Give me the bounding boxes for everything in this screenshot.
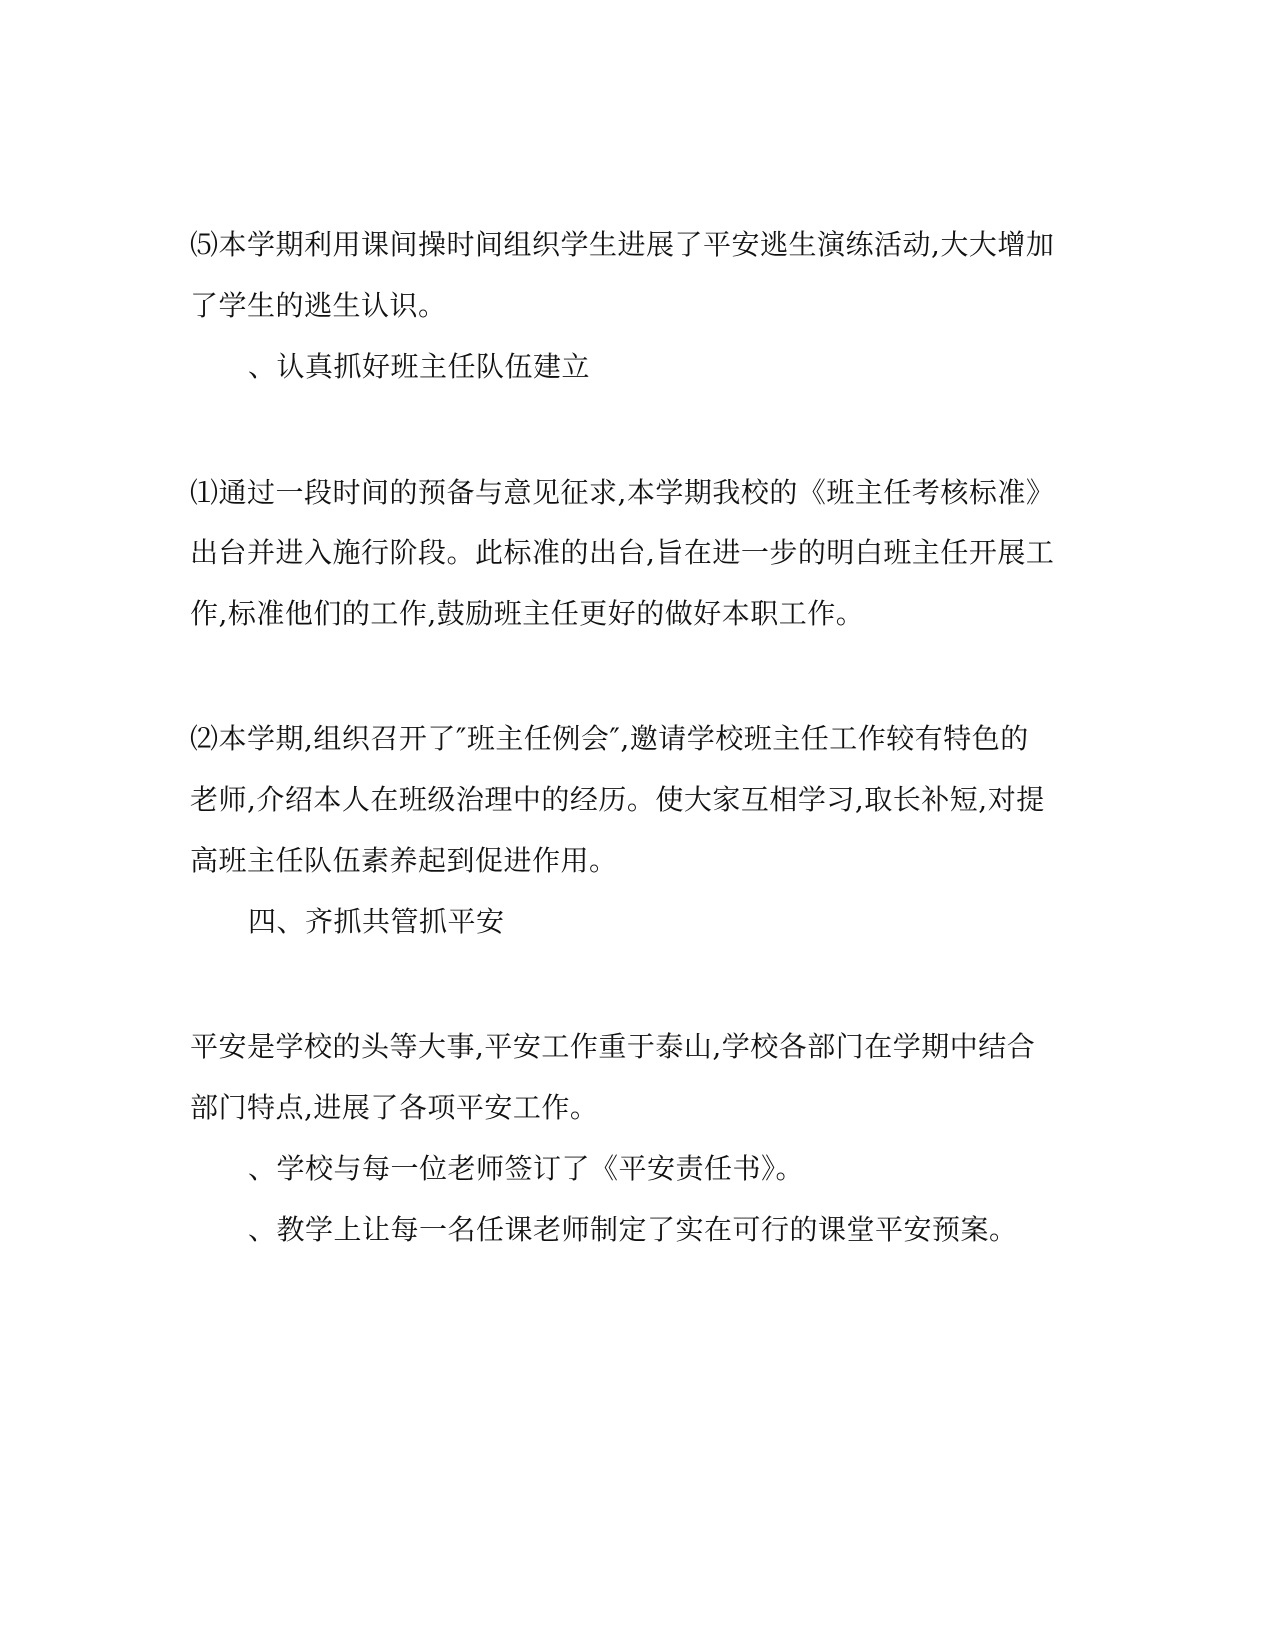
safety-item-1: 、学校与每一位老师签订了《平安责任书》。: [248, 1152, 805, 1185]
paragraph-5-line-1: ⑸本学期利用课间操时间组织学生进展了平安逃生演练活动,大大增加: [190, 228, 1055, 261]
paragraph-1-line-2: 出台并进入施行阶段。此标准的出台,旨在进一步的明白班主任开展工: [190, 536, 1055, 569]
paragraph-5-line-2: 了学生的逃生认识。: [190, 289, 447, 322]
paragraph-2-line-3: 高班主任队伍素养起到促进作用。: [190, 844, 618, 877]
safety-paragraph-line-1: 平安是学校的头等大事,平安工作重于泰山,学校各部门在学期中结合: [190, 1030, 1036, 1063]
section-heading-four: 四、齐抓共管抓平安: [248, 905, 505, 938]
paragraph-1-line-1: ⑴通过一段时间的预备与意见征求,本学期我校的《班主任考核标准》: [190, 476, 1055, 509]
paragraph-2-line-2: 老师,介绍本人在班级治理中的经历。使大家互相学习,取长补短,对提: [190, 783, 1045, 816]
paragraph-2-line-1: ⑵本学期,组织召开了″班主任例会″,邀请学校班主任工作较有特色的: [190, 722, 1029, 755]
paragraph-1-line-3: 作,标准他们的工作,鼓励班主任更好的做好本职工作。: [190, 597, 865, 630]
safety-paragraph-line-2: 部门特点,进展了各项平安工作。: [190, 1091, 599, 1124]
safety-item-2: 、教学上让每一名任课老师制定了实在可行的课堂平安预案。: [248, 1213, 1018, 1246]
section-heading-class-teacher: 、认真抓好班主任队伍建立: [248, 350, 591, 383]
